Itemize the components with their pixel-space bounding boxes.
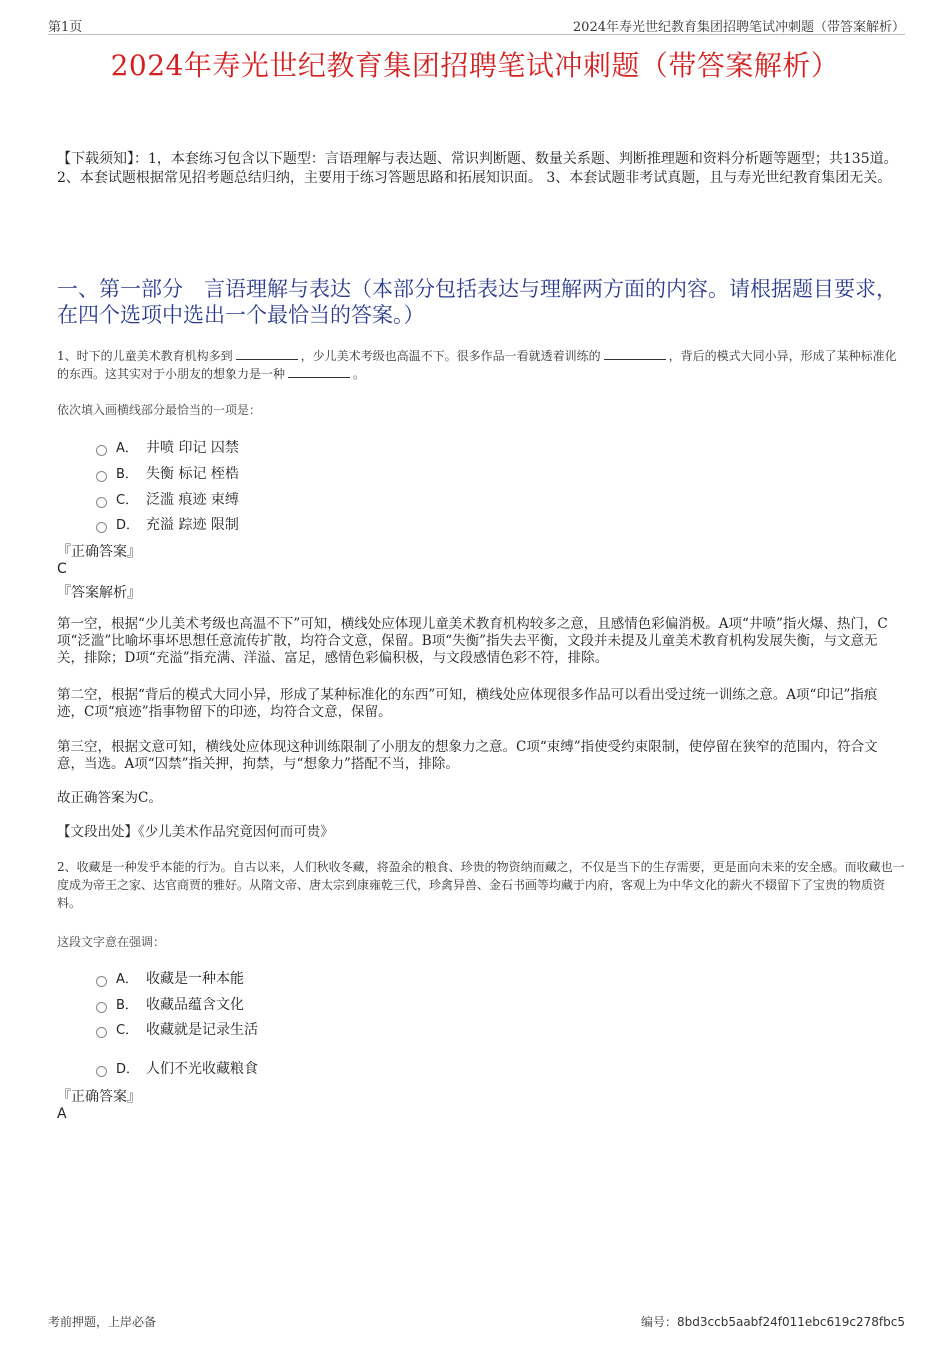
q2-answer: A [57,1106,67,1122]
q1-analysis-para-1: 第一空，根据“少儿美术考级也高温不下”可知，横线处应体现儿童美术教育机构较多之意，且感情色彩偏消极。A项“井喷”指火爆、热门，C项“泛滥”比喻坏事坏思想任意流传扩散，均符合文意，保留。B项“失衡”指失去平衡，文段并未提及儿童美术教育机构发展失衡，与文意无关，排除；D项“充溢”指充满、洋溢、富足，感情色彩偏积极，与文段感情色彩不符，排除。 [57,616,888,666]
q1-analysis-conclusion: 故正确答案为C。 [57,790,162,806]
q1-analysis-label: 『答案解析』 [57,585,141,601]
q2-option-b[interactable]: B． 收藏品蕴含文化 [96,994,244,1014]
page-header [48,14,905,35]
q1-analysis-para-3: 第三空，根据文意可知，横线处应体现这种训练限制了小朋友的想象力之意。C项“束缚”指使受约束限制，使停留在狭窄的范围内，符合文意，当选。A项“囚禁”指关押，拘禁，与“想象力”搭配不当，排除。 [57,739,878,772]
radio-icon[interactable] [96,497,107,508]
radio-icon[interactable] [96,1002,107,1013]
question-1-ask: 依次填入画横线部分最恰当的一项是： [57,403,262,417]
radio-icon[interactable] [96,471,107,482]
q1-analysis-para-2: 第二空，根据“背后的模式大同小异，形成了某种标准化的东西”可知，横线处应体现很多作品可以看出受过统一训练之意。A项“印记”指痕迹，C项“痕迹”指事物留下的印迹，均符合文意，保留。 [57,687,878,720]
fill-blank-3 [288,365,350,378]
question-2-stem: 2、收藏是一种发乎本能的行为。自古以来，人们秋收冬藏，将盈余的粮食、珍贵的物资纳而藏之，不仅是当下的生存需要，更是面向未来的安全感。而收藏也一度成为帝王之家、达官商贾的雅好。从隋文帝、唐太宗到康雍乾三代，珍禽异兽、金石书画等均藏于内府，客观上为中华文化的薪火不辍留下了宝贵的物质资料。 [57,860,905,910]
fill-blank-1 [236,347,298,360]
page-title: 2024年寿光世纪教育集团招聘笔试冲刺题（带答案解析） [110,49,840,82]
page-number: 第1页 [48,20,83,35]
q2-option-a[interactable]: A． 收藏是一种本能 [96,968,244,988]
radio-icon[interactable] [96,1066,107,1077]
q1-option-d[interactable]: D． 充溢 踪迹 限制 [96,514,239,534]
header-doc-title: 2024年寿光世纪教育集团招聘笔试冲刺题（带答案解析） [572,20,905,35]
download-notice: 【下载须知】：1，本套练习包含以下题型：言语理解与表达题、常识判断题、数量关系题、判断推理题和资料分析题等题型；共135道。 2、本套试题根据常见招考题总结归纳，主要用于练习答题思路和拓展知识面。 3、本套试题非考试真题，且与寿光世纪教育集团无关。 [57,151,898,186]
q2-option-c[interactable]: C． 收藏就是记录生活 [96,1019,258,1039]
q2-option-d[interactable]: D． 人们不光收藏粮食 [96,1058,258,1078]
footer-slogan: 考前押题，上岸必备 [48,1315,157,1329]
q1-option-a[interactable]: A． 井喷 印记 囚禁 [96,437,239,457]
question-2-ask: 这段文字意在强调： [57,935,166,949]
q1-answer: C [57,561,67,577]
radio-icon[interactable] [96,445,107,456]
radio-icon[interactable] [96,1027,107,1038]
q1-source: 【文段出处】《少儿美术作品究竟因何而可贵》 [57,824,334,840]
section-title: 一、第一部分 言语理解与表达（本部分包括表达与理解两方面的内容。请根据题目要求，在四个选项中选出一个最恰当的答案。） [57,277,897,327]
question-1-stem: 1、时下的儿童美术教育机构多到 ，少儿美术考级也高温不下。很多作品一看就透着训练的 ，背后的模式大同小异，形成了某种标准化的东西。这其实对于小朋友的想象力是一种 。 [57,349,897,381]
footer-code: 编号：8bd3ccb5aabf24f011ebc619c278fbc5 [641,1315,905,1329]
radio-icon[interactable] [96,522,107,533]
fill-blank-2 [604,347,666,360]
q1-answer-label: 『正确答案』 [57,544,141,560]
radio-icon[interactable] [96,976,107,987]
q1-option-c[interactable]: C． 泛滥 痕迹 束缚 [96,489,239,509]
q2-answer-label: 『正确答案』 [57,1089,141,1105]
q1-option-b[interactable]: B． 失衡 标记 桎梏 [96,463,239,483]
